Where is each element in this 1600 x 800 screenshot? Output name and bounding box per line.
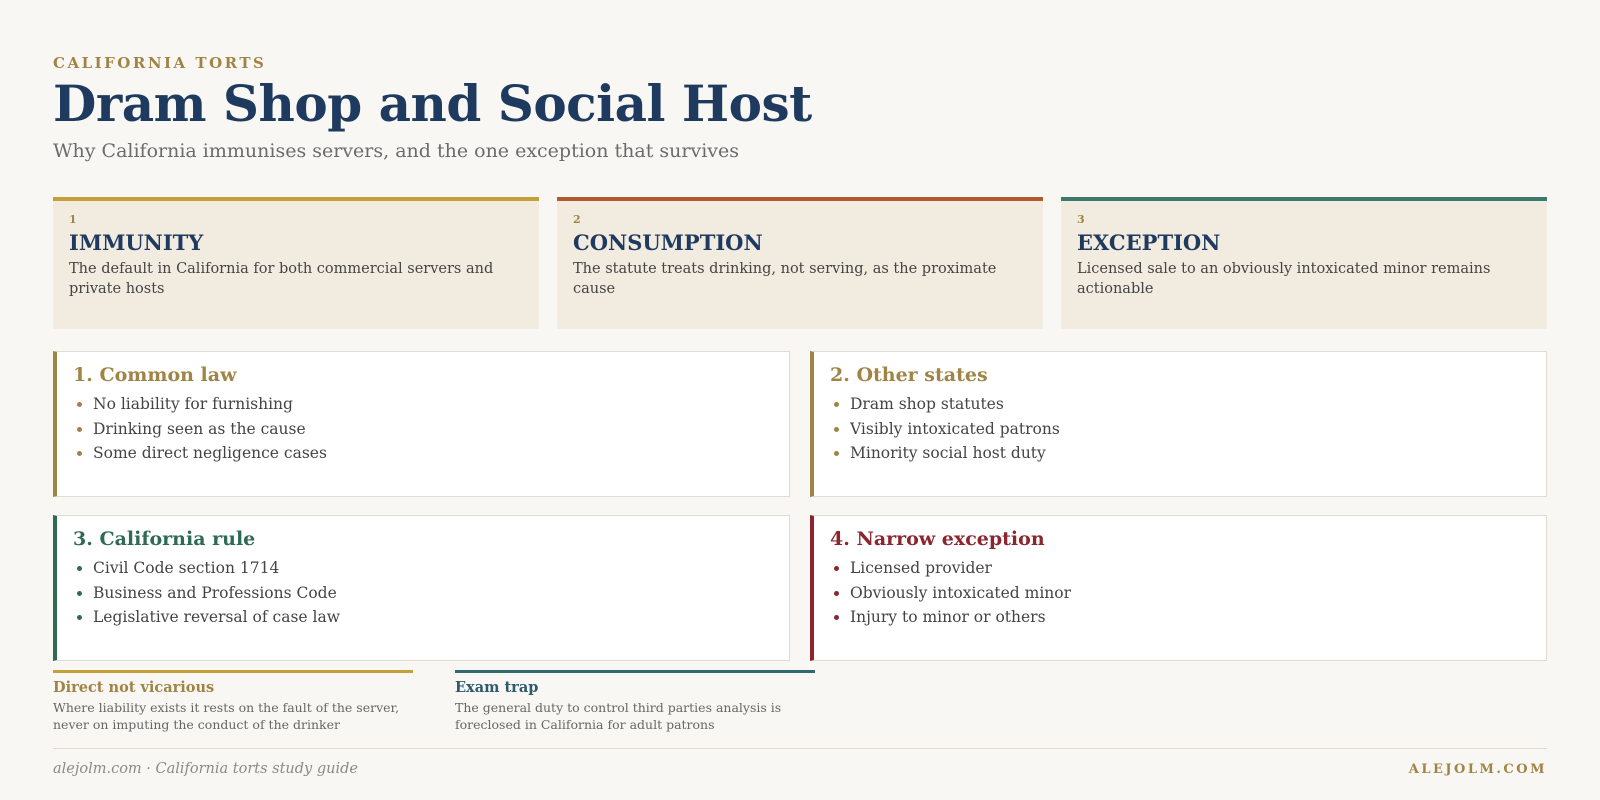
note-text: Where liability exists it rests on the fault of the server, never on imputing the conduct of the drinker bbox=[53, 700, 400, 732]
panel-heading: 4. Narrow exception bbox=[830, 528, 1045, 550]
panel-list bbox=[73, 556, 773, 630]
list-item: Licensed provider bbox=[850, 556, 1530, 581]
panel-other-states bbox=[810, 351, 1547, 497]
list-item: Visibly intoxicated patrons bbox=[850, 417, 1530, 442]
list-item: Minority social host duty bbox=[850, 441, 1530, 466]
page bbox=[53, 0, 1547, 800]
list-item: Business and Professions Code bbox=[93, 581, 773, 606]
page-subtitle: Why California immunises servers, and the one exception that survives bbox=[53, 140, 740, 162]
card-immunity bbox=[53, 197, 539, 329]
card-number: 1 bbox=[69, 213, 77, 226]
panel-heading: 3. California rule bbox=[73, 528, 256, 550]
footer-credit: alejolm.com · California torts study guide bbox=[53, 761, 358, 777]
panel-list bbox=[73, 392, 773, 466]
list-item: Injury to minor or others bbox=[850, 605, 1530, 630]
panel-california-rule bbox=[53, 515, 790, 661]
card-exception bbox=[1061, 197, 1547, 329]
list-item: Legislative reversal of case law bbox=[93, 605, 773, 630]
card-heading: IMMUNITY bbox=[69, 230, 204, 255]
panel-narrow-exception bbox=[810, 515, 1547, 661]
note-heading: Direct not vicarious bbox=[53, 679, 215, 696]
panel-heading: 1. Common law bbox=[73, 364, 237, 386]
summary-cards bbox=[53, 197, 1547, 329]
footer-brand: ALEJOLM.COM bbox=[1408, 762, 1547, 777]
topic-panels bbox=[53, 351, 1547, 661]
list-item: Drinking seen as the cause bbox=[93, 417, 773, 442]
note-exam-trap bbox=[455, 670, 815, 733]
page-title: Dram Shop and Social Host bbox=[53, 74, 812, 133]
list-item: Dram shop statutes bbox=[850, 392, 1530, 417]
panel-list bbox=[830, 556, 1530, 630]
card-description: The default in California for both commercial servers and private hosts bbox=[69, 261, 494, 297]
note-text: The general duty to control third parties analysis is foreclosed in California for adult patrons bbox=[455, 700, 782, 732]
notes bbox=[53, 670, 815, 733]
panel-common-law bbox=[53, 351, 790, 497]
eyebrow: CALIFORNIA TORTS bbox=[53, 54, 267, 72]
list-item: No liability for furnishing bbox=[93, 392, 773, 417]
card-heading: EXCEPTION bbox=[1077, 230, 1221, 255]
list-item: Obviously intoxicated minor bbox=[850, 581, 1530, 606]
list-item: Some direct negligence cases bbox=[93, 441, 773, 466]
list-item: Civil Code section 1714 bbox=[93, 556, 773, 581]
card-heading: CONSUMPTION bbox=[573, 230, 763, 255]
panel-list bbox=[830, 392, 1530, 466]
note-heading: Exam trap bbox=[455, 679, 539, 696]
card-description: Licensed sale to an obviously intoxicated minor remains actionable bbox=[1077, 261, 1491, 297]
card-number: 3 bbox=[1077, 213, 1085, 226]
note-direct-not-vicarious bbox=[53, 670, 413, 733]
panel-heading: 2. Other states bbox=[830, 364, 988, 386]
card-description: The statute treats drinking, not serving, as the proximate cause bbox=[573, 261, 997, 297]
card-consumption bbox=[557, 197, 1043, 329]
footer-divider bbox=[53, 748, 1547, 749]
card-number: 2 bbox=[573, 213, 581, 226]
